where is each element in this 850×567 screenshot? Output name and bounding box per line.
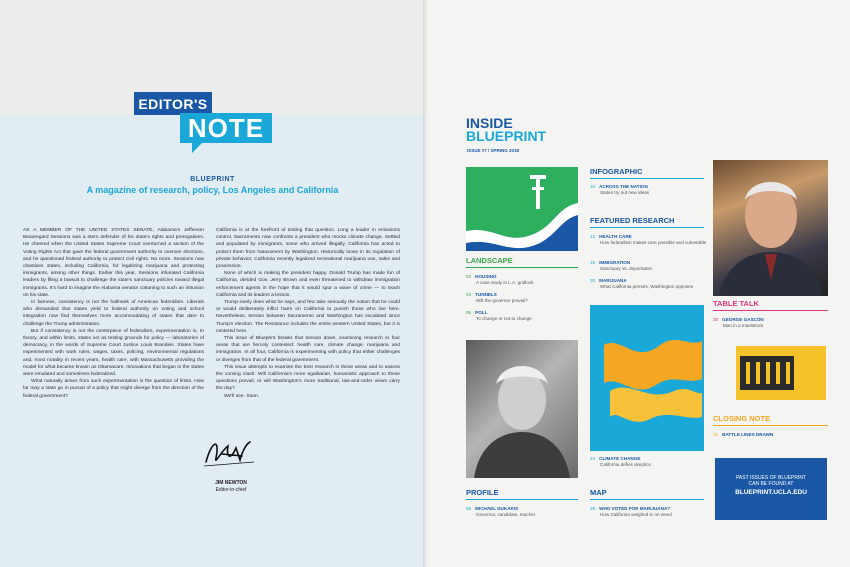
article-column-2 [216,227,400,400]
title-line-1: INSIDE [466,115,513,131]
entry-desc: States try out new ideas [600,190,650,195]
entry-title: BATTLE LINES DRAWN [722,432,774,437]
paragraph: California is at the forefront of testing that question. Long a leader in emissions control, Sacramento now confronts a president who mocks climate change. Settled and populated by immigrants, some who arrived illegally, California has acted to protect them from harassment by Washington. Historically loose in its regulation of private behavior, California recently legalized recreational marijuana use, sales and possession. [216,228,400,270]
toc-entry-tunnels[interactable] [466,292,528,304]
entry-desc: Sanctuary vs. deportation [600,266,653,271]
paragraph: In fairness, consistency is not the hallmark of American federalism. Liberals who demanded that states yield to federal authority on voting and school integration now find themselves more accommodating of states that dare to challenge the Trump administration. [23,300,204,327]
entry-title: MICHAEL DUKAKIS [475,506,519,511]
website-link[interactable]: BLUEPRINT.UCLA.EDU [735,489,807,496]
note-badge: NOTE [180,113,272,143]
section-table-talk: TABLE TALK [713,299,759,308]
entry-desc: California defies skeptics [600,462,651,467]
entry-title: ACROSS THE NATION [599,184,648,189]
section-landscape: LANDSCAPE [466,256,513,265]
divider [590,499,704,500]
toc-entry-dukakis[interactable] [466,506,535,518]
entry-desc: Man in a maelstrom [723,323,764,328]
divider [590,227,704,228]
paragraph: Trump rarely does what he says, and few take seriously the notion that he could or would deliberately inflict harm on California to punish those who live here. Nevertheless, tension between Sacramento and Washington has escalated since Trump's election. The Resistance includes the entire western United States, but it is centered here. [216,300,400,334]
entry-desc: Governor, candidate, teacher [476,512,536,517]
page-number: 16 [590,260,596,265]
paragraph: But if consistency is not the centerpiece of federalism, experimentation is. In theory, and within limits, states act as testing grounds for policy — laboratories of democracy, in the words of Supreme Court Justice Louis Brandeis. States have experimented with work rules, wages, taxes, policing, environmental regulations and, most notably in recent years, health care, with Massachusetts providing the model for what became known as Obamacare. Innovations that began in the states were emulated and sometimes federalized. [23,328,204,378]
editors-badge: EDITOR'S [134,92,212,115]
signer-role: Editor-in-chief [215,487,247,493]
past-issues-line-1: PAST ISSUES OF BLUEPRINT [735,475,807,481]
title-line-2: BLUEPRINT [466,128,547,144]
entry-desc: How California weighed in on weed [600,512,672,517]
section-featured-research: FEATURED RESEARCH [590,216,675,225]
toc-entry-across-nation[interactable] [590,184,649,196]
page-number: 02 [466,274,472,279]
page-number: 28 [590,506,596,511]
paragraph: This issue attempts to examine the best research in these areas and to assess the coming clash: Will California's more egalitarian, humanistic approach to these questions prevail, or will Washington's more traditional, law-and-order views carry the day? [216,364,400,392]
page-number: 12 [590,234,596,239]
george-gascon-photo [713,160,828,296]
entry-desc: What California permits, Washington opposes [600,284,694,289]
entry-title: CLIMATE CHANGE [599,456,641,461]
paragraph: We'll see. Soon. [224,393,260,399]
toc-entry-housing[interactable] [466,274,533,286]
entry-title: IMMIGRATION [599,260,631,265]
page-number: 24 [590,456,596,461]
paragraph: None of which is making the president happy. Donald Trump has made fun of California, derided Gov. Jerry Brown and even threatened to withdraw immigration enforcement agents in the hope that it would spur a wave of crime — to teach California and its leaders a lesson. [216,271,400,298]
entry-title: WHO VOTED FOR MARIJUANA? [599,506,671,511]
section-map: MAP [590,488,607,497]
entry-title: TUNNELS [475,292,497,297]
entry-desc: How federalism makes care possible and vulnerable [600,240,707,245]
divider [466,499,578,500]
contents-title [466,117,546,143]
past-issues-line-2: CAN BE FOUND AT [748,481,794,487]
toc-entry-climate-change[interactable] [590,456,651,468]
entry-title: POLL [475,310,488,315]
entry-desc: To change or not to change [476,316,532,321]
paragraph: AS A MEMBER OF THE UNITED STATES SENATE, Alabama's Jefferson Beauregard Sessions was a stern defender of his state's rights and prerogatives. He cheered when the United States Supreme Court overturned a section of the Voting Rights Act that gave the federal government authority to oversee elections, and he questioned federal authority to protect civil rights. No more. Sessions now chastises states, including California, for legalizing marijuana and protecting immigrants, among other things. Earlier this year, Sessions infuriated California leaders by filing a lawsuit to challenge the state's sanctuary policies toward illegal immigrants. It's hard to imagine the Alabama senator cottoning to such an intrusion on his state. [23,228,204,298]
page-number: 05 [466,310,472,315]
signature-mark [202,432,258,472]
divider [713,425,828,426]
page-number: 10 [590,184,596,189]
toc-entry-poll[interactable] [466,310,532,322]
climate-illustration [590,305,704,451]
divider [466,267,578,268]
page-number: 32 [713,432,719,437]
page-number: 04 [466,292,472,297]
entry-title: HOUSING [475,274,497,279]
toc-entry-marijuana[interactable] [590,278,693,290]
toc-entry-who-voted[interactable] [590,506,672,518]
entry-desc: Will the governor prevail? [476,298,528,303]
magazine-name: BLUEPRINT [190,176,235,183]
paragraph: This issue of Blueprint breaks that tension down, examining research in four areas that are fiercely contested: health care, climate change, marijuana and immigration. In all four, California is experimenting with policy that either challenges or diverges from that of the federal government. [216,336,400,363]
toc-entry-immigration[interactable] [590,260,652,272]
michael-dukakis-photo [466,340,578,478]
entry-title: GEORGE GASCÓN [722,317,764,322]
signer-name: JIM NEWTON [215,480,247,486]
divider [713,310,828,311]
entry-title: HEALTH CARE [599,234,632,239]
magazine-tagline: A magazine of research, policy, Los Angeles and California [86,185,339,195]
section-closing-note: CLOSING NOTE [713,414,771,423]
toc-entry-battle-lines[interactable] [713,432,773,438]
toc-entry-health-care[interactable] [590,234,706,246]
section-profile: PROFILE [466,488,499,497]
page-gutter [423,0,429,567]
divider [590,178,704,179]
left-header [0,176,425,195]
badge-tail [192,143,202,153]
past-issues-box[interactable] [715,458,827,520]
page-number: 30 [713,317,719,322]
article-column-1 [23,227,204,400]
entry-desc: A case study in L.A. gridlock [476,280,534,285]
paragraph: What naturally arises from such experimentation is the question of limits. How far may a state go in pursuit of a policy that might diverge from the direction of the federal government? [23,379,204,399]
entry-title: MARIJUANA [599,278,627,283]
landscape-illustration [466,167,578,251]
page-number: 20 [590,278,596,283]
capitol-illustration [736,346,826,400]
page-number: 06 [466,506,472,511]
section-infographic: INFOGRAPHIC [590,167,643,176]
toc-entry-george-gascon[interactable] [713,317,764,329]
issue-info: ISSUE #7 / SPRING 2018 [467,148,520,153]
